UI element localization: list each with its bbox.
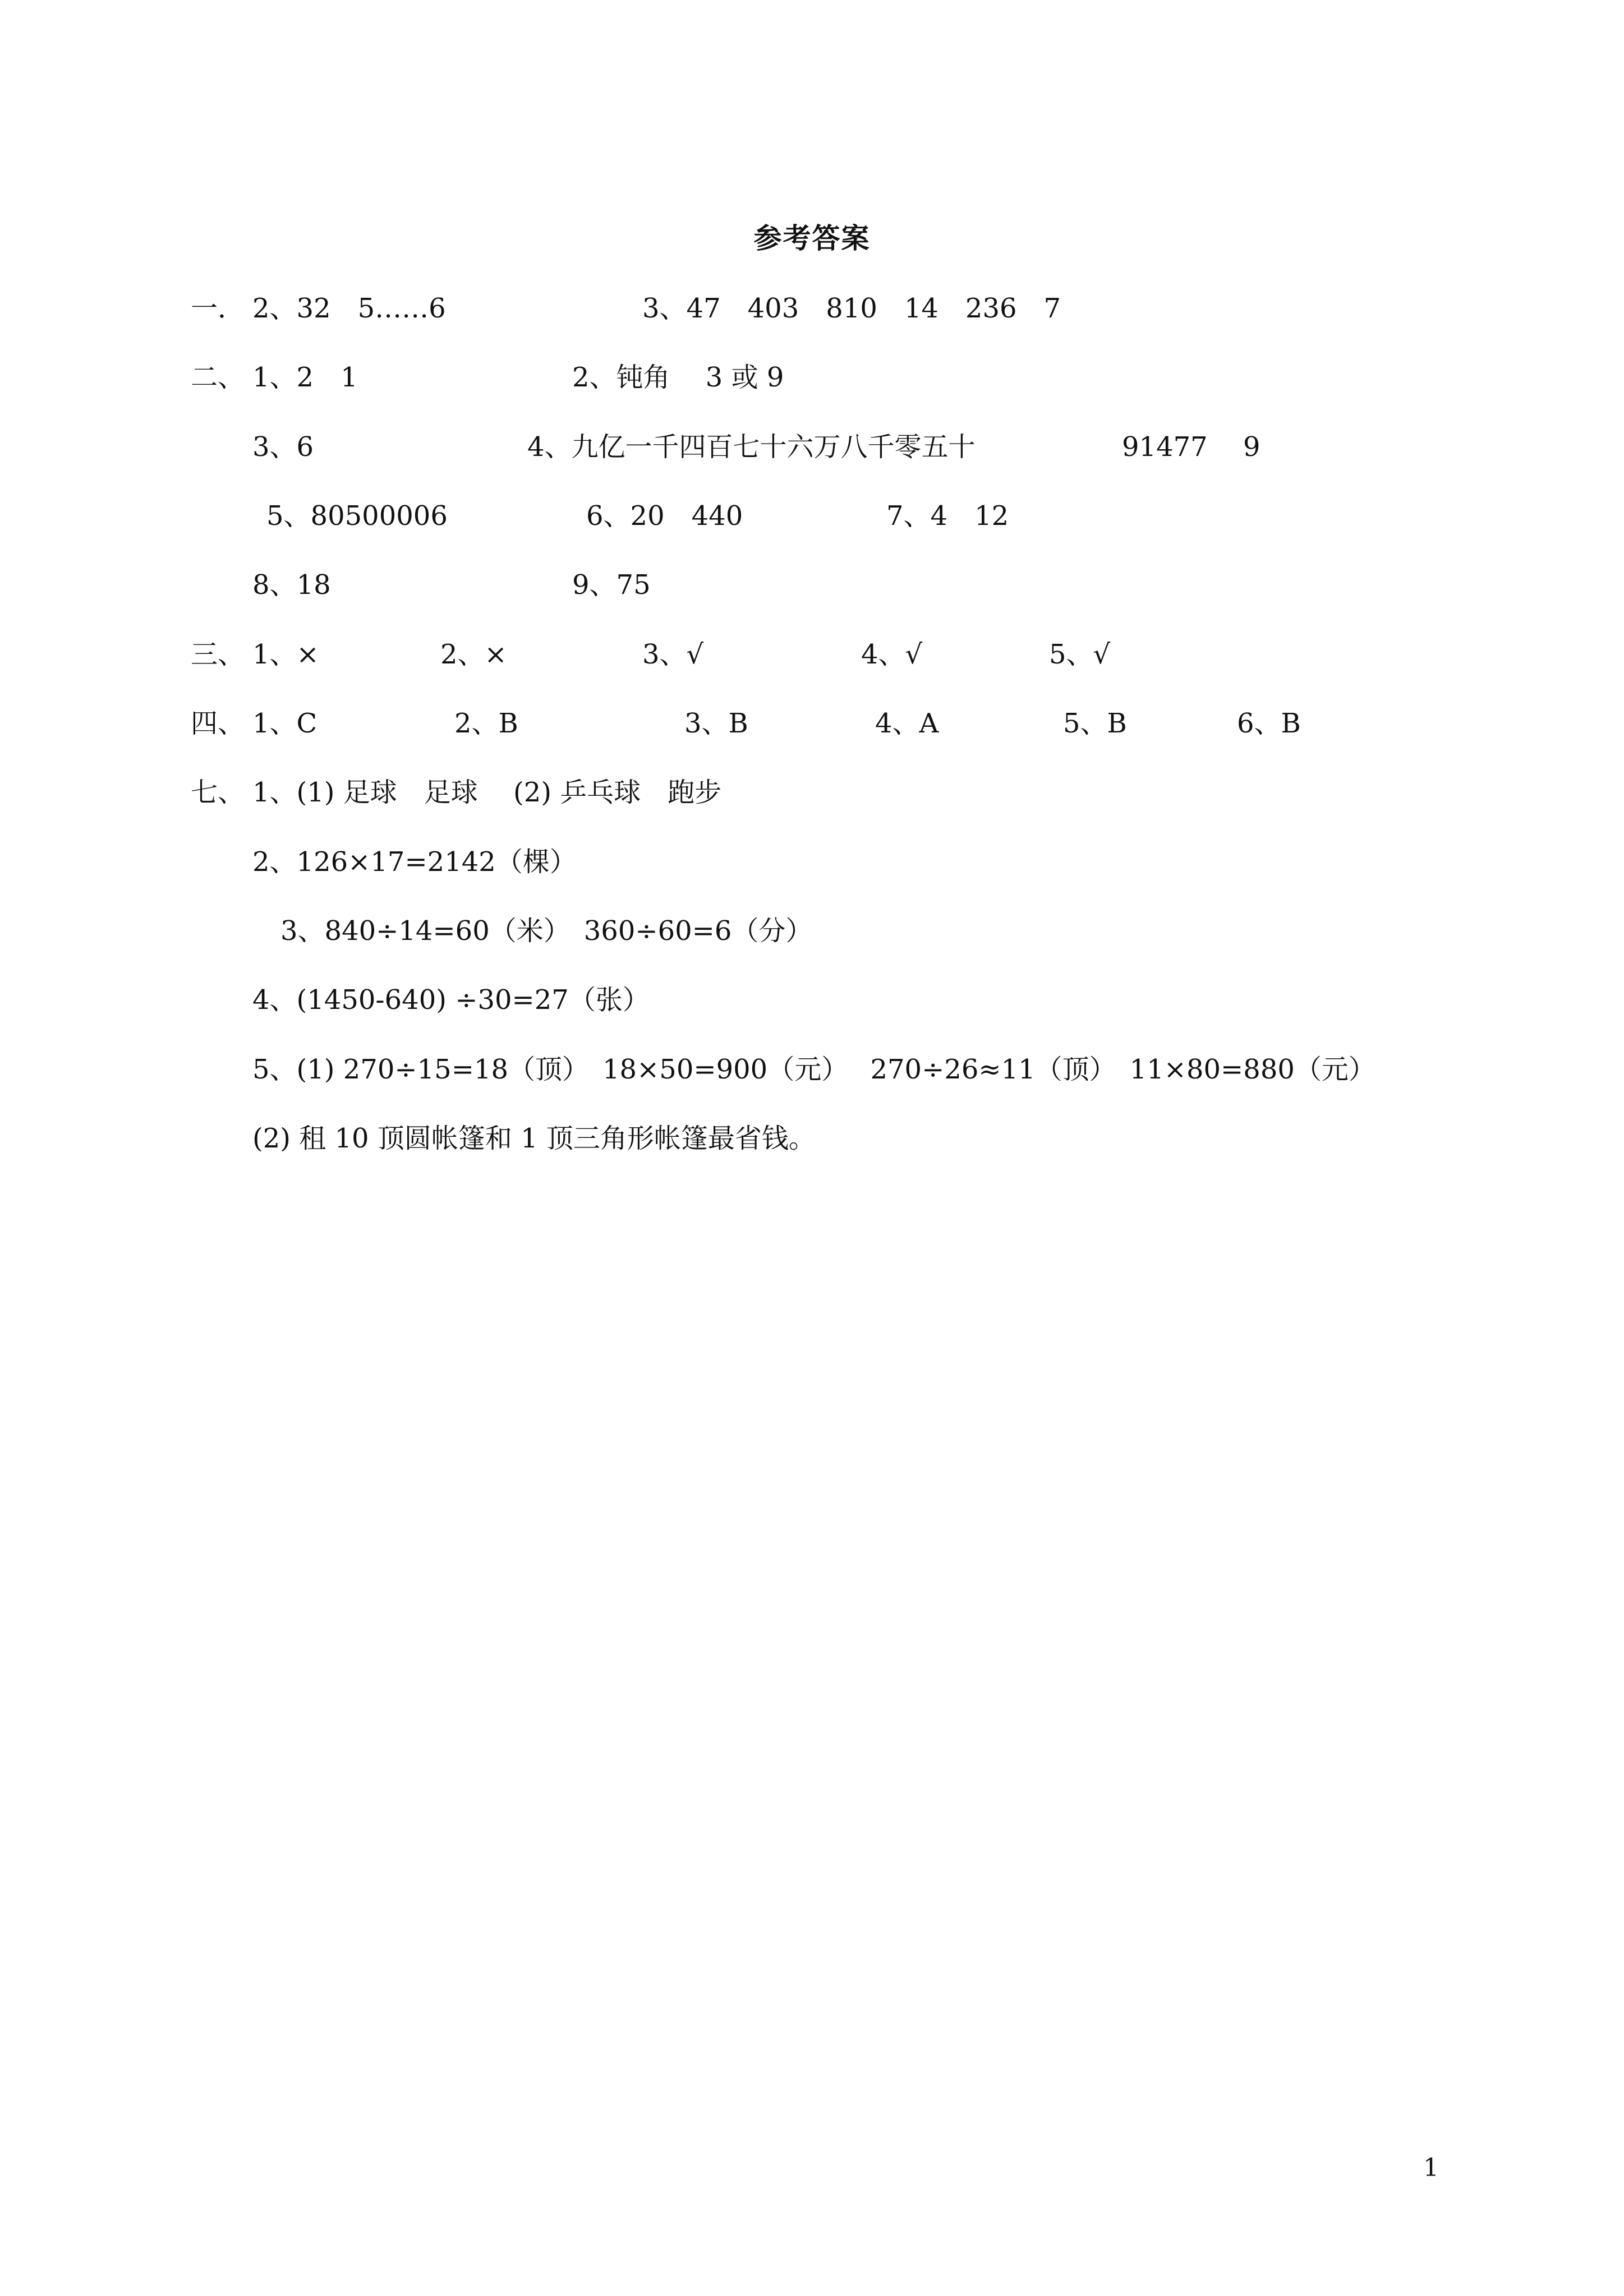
section-7-prefix: 七、 bbox=[191, 777, 245, 808]
section-4-item: 3、B bbox=[684, 708, 748, 739]
section-1-item-2: 2、32 5……6 bbox=[252, 293, 446, 324]
section-3-item: 3、√ bbox=[642, 639, 704, 670]
section-7-item-2: 2、126×17=2142（棵） bbox=[252, 846, 577, 878]
section-4-item: 5、B bbox=[1063, 708, 1127, 739]
section-2-item-4-extra: 91477 9 bbox=[1122, 431, 1260, 463]
section-1-prefix: 一． bbox=[191, 293, 245, 324]
section-2-item-6: 6、20 440 bbox=[586, 500, 743, 532]
section-2-item-4: 4、九亿一千四百七十六万八千零五十 bbox=[527, 431, 976, 463]
section-2-item-5: 5、80500006 bbox=[266, 500, 448, 532]
section-3-item: 4、√ bbox=[861, 639, 923, 670]
section-2-item-8: 8、18 bbox=[252, 569, 331, 601]
section-4-item: 1、C bbox=[252, 708, 318, 739]
section-2-item-1: 1、2 1 bbox=[252, 362, 358, 393]
section-3-prefix: 三、 bbox=[191, 639, 245, 670]
section-2-item-2: 2、钝角 3 或 9 bbox=[572, 362, 784, 393]
section-4-prefix: 四、 bbox=[191, 708, 245, 739]
section-7-item-5b: (2) 租 10 顶圆帐篷和 1 顶三角形帐篷最省钱。 bbox=[252, 1123, 816, 1154]
page-title: 参考答案 bbox=[753, 222, 871, 255]
section-3-item: 2、× bbox=[440, 639, 507, 670]
section-1-item-3: 3、47 403 810 14 236 7 bbox=[642, 293, 1061, 324]
section-7-item-4: 4、(1450-640) ÷30=27（张） bbox=[252, 984, 650, 1016]
section-2-item-3: 3、6 bbox=[252, 431, 314, 463]
section-7-item-1: 1、(1) 足球 足球 (2) 乒乓球 跑步 bbox=[252, 777, 722, 808]
section-7-item-3: 3、840÷14=60（米） 360÷60=6（分） bbox=[280, 915, 813, 947]
page-number: 1 bbox=[1423, 2154, 1439, 2182]
section-3-item: 1、× bbox=[252, 639, 319, 670]
section-4-item: 4、A bbox=[875, 708, 939, 739]
section-2-item-9: 9、75 bbox=[572, 569, 651, 601]
section-2-item-7: 7、4 12 bbox=[886, 500, 1009, 532]
section-4-item: 6、B bbox=[1237, 708, 1301, 739]
section-3-item: 5、√ bbox=[1049, 639, 1111, 670]
section-4-item: 2、B bbox=[454, 708, 518, 739]
section-7-item-5a: 5、(1) 270÷15=18（顶） 18×50=900（元） 270÷26≈11（顶） 11×80=880（元） bbox=[252, 1054, 1375, 1085]
section-2-prefix: 二、 bbox=[191, 362, 245, 393]
